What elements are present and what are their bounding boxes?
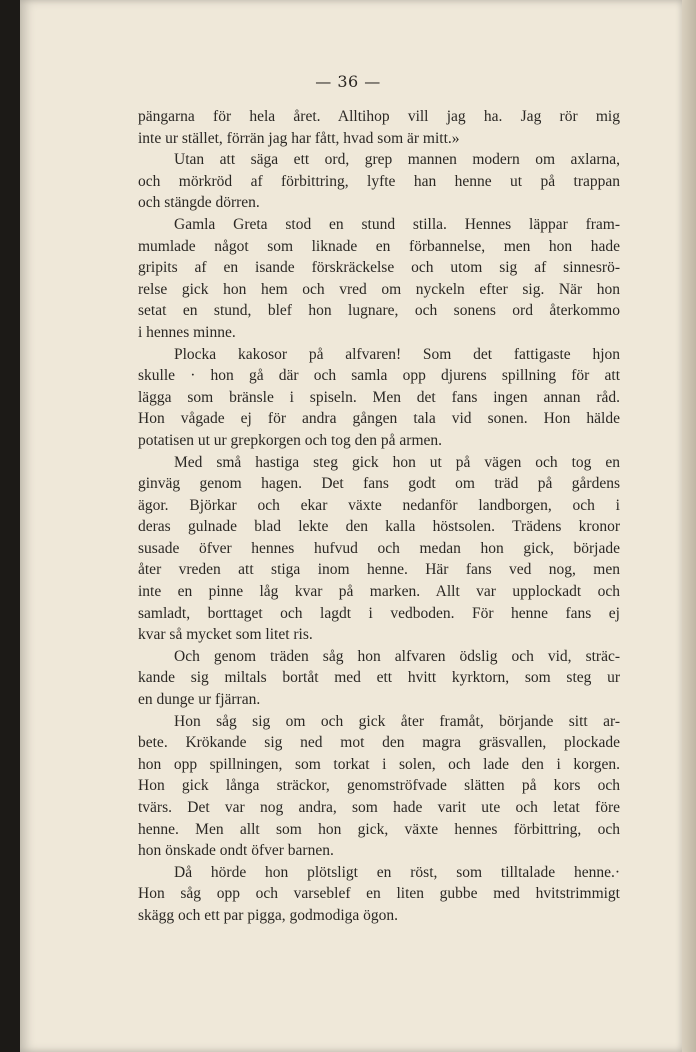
text-line: Och genom träden såg hon alfvaren ödslig och vid, sträc-	[174, 647, 620, 665]
text-line: pängarna för hela året. Alltihop vill jag ha. Jag rör mig	[138, 108, 620, 125]
text-line: Hon såg sig om och gick åter framåt, börjande sitt ar-	[174, 712, 620, 730]
text-line: Hon såg opp och varseblef en liten gubbe med hvitstrimmigt	[138, 885, 620, 903]
text-line: deras gulnade blad lekte den kalla höstsolen. Trädens kronor	[138, 518, 620, 536]
text-line: ginväg genom hagen. Det fans godt om träd på gårdens	[138, 475, 620, 493]
text-line: åter vreden att stiga inom henne. Här fans ved nog, men	[138, 561, 620, 579]
text-line: gripits af en isande förskräckelse och utom sig af sinnesrö-	[138, 259, 620, 277]
text-line: samladt, borttaget och lagdt i vedboden. För henne fans ej	[138, 604, 620, 622]
text-line: skägg och ett par pigga, godmodiga ögon.	[138, 906, 399, 924]
text-line: en dunge ur fjärran.	[138, 691, 261, 709]
text-line: och mörkröd af förbittring, lyfte han henne ut på trappan	[138, 172, 620, 190]
text-line: Med små hastiga steg gick hon ut på vägen och tog en	[174, 453, 620, 471]
text-line: potatisen ut ur grepkorgen och tog den på armen.	[138, 431, 443, 449]
text-line: setat en stund, blef hon lugnare, och sonens ord återkommo	[138, 302, 620, 320]
text-line: i hennes minne.	[138, 323, 236, 341]
text-line: inte en pinne låg kvar på marken. Allt var upplockadt och	[138, 583, 620, 601]
body-text	[138, 106, 620, 927]
text-line: Då hörde hon plötsligt en röst, som tilltalade henne.·	[174, 863, 620, 881]
text-line: Utan att säga ett ord, grep mannen modern om axlarna,	[174, 151, 620, 169]
page-number: — 36 —	[315, 72, 381, 91]
text-line: kande sig miltals bortåt med ett hvitt kyrktorn, som steg ur	[138, 669, 620, 687]
text-line: lägga som bränsle i spiseln. Men det fans ingen annan råd.	[138, 388, 620, 406]
text-line: hon önskade ondt öfver barnen.	[138, 842, 334, 860]
text-line: kvar så mycket som litet ris.	[138, 626, 313, 644]
text-line: tvärs. Det var nog andra, som hade varit ute och letat före	[138, 799, 620, 816]
text-line: inte ur stället, förrän jag har fått, hvad som är mitt.»	[138, 129, 460, 147]
text-line: Hon gick långa sträckor, genomströfvade slätten på kors och	[138, 777, 620, 795]
text-line: henne. Men allt som hon gick, växte hennes förbittring, och	[138, 820, 620, 838]
text-line: Hon vågade ej för andra gången tala vid sonen. Hon hälde	[138, 410, 620, 428]
text-line: Gamla Greta stod en stund stilla. Hennes läppar fram-	[174, 215, 620, 233]
text-line: hon opp spillningen, som torkat i solen, och lade den i korgen.	[138, 755, 620, 773]
text-line: och stängde dörren.	[138, 194, 260, 212]
text-line: ägor. Björkar och ekar växte nedanför landborgen, och i	[138, 496, 620, 514]
text-line: relse gick hon hem och vred om nyckeln efter sig. När hon	[138, 280, 620, 298]
text-line: skulle · hon gå där och samla opp djurens spillning för att	[138, 367, 620, 385]
text-line: mumlade något som liknade en förbannelse, men hon hade	[138, 237, 620, 255]
text-line: susade öfver hennes hufvud och medan hon gick, började	[138, 539, 620, 557]
text-line: Plocka kakosor på alfvaren! Som det fattigaste hjon	[174, 345, 620, 363]
page-edge	[682, 0, 696, 1052]
text-line: bete. Krökande sig ned mot den magra gräsvallen, plockade	[138, 734, 620, 752]
